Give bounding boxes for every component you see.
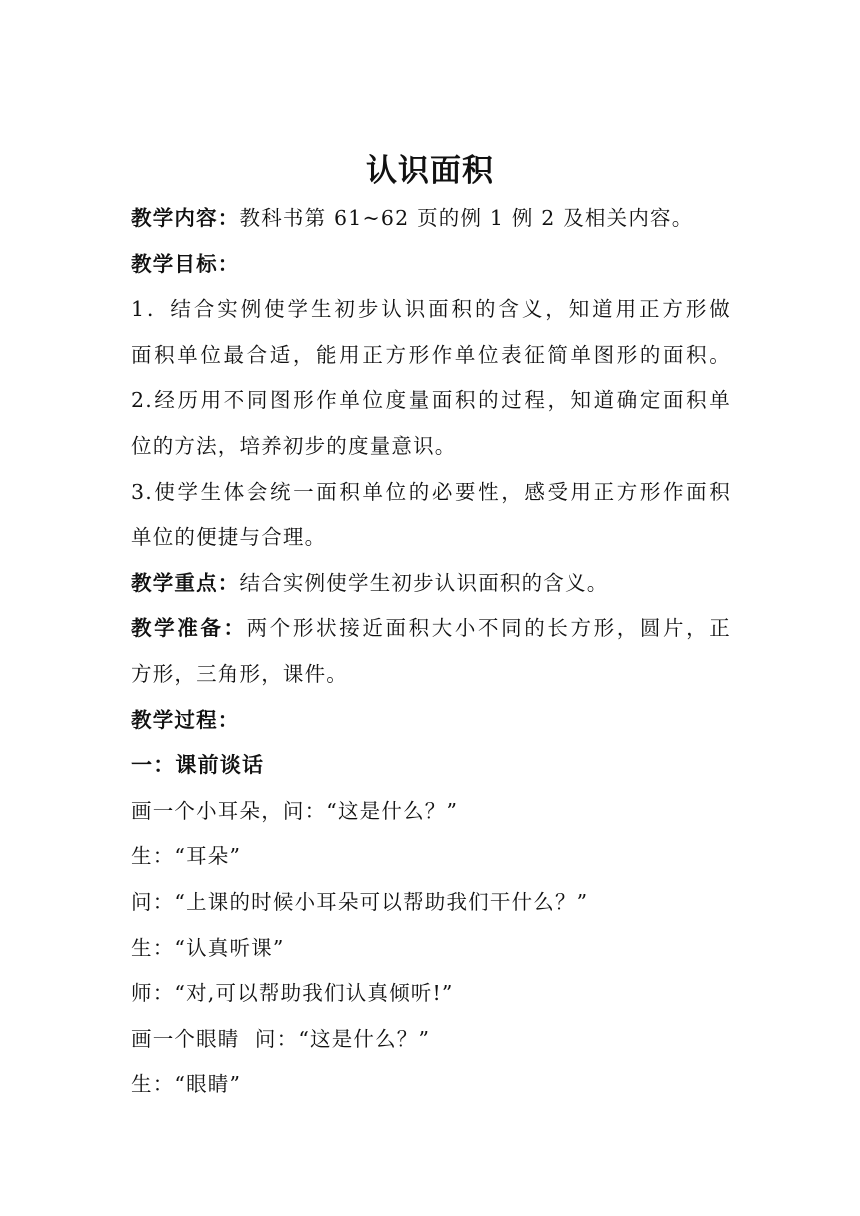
dialogue-line: 师：“对,可以帮助我们认真倾听!”: [131, 981, 454, 1006]
goal-line-5: 3.使学生体会统一面积单位的必要性，感受用正方形作面积: [131, 479, 731, 504]
process-line: [131, 698, 731, 744]
goal-line-3: 2.经历用不同图形作单位度量面积的过程，知道确定面积单: [131, 388, 731, 413]
teaching-content-text: 教科书第 61~62 页的例 1 例 2 及相关内容。: [239, 206, 694, 230]
dialogue-line: 生：“耳朵”: [131, 844, 242, 869]
key-point-line: [131, 561, 731, 607]
process-label: 教学过程：: [131, 707, 240, 732]
dialogue-line: 画一个眼睛 问：“这是什么？”: [131, 1026, 431, 1051]
key-point-text: 结合实例使学生初步认识面积的含义。: [239, 570, 609, 595]
teaching-content-line: [131, 196, 731, 242]
teaching-goals-label: 教学目标：: [131, 251, 240, 276]
section-1-heading: 一：课前谈话: [131, 753, 265, 778]
preparation-line-2: 方形，三角形，课件。: [131, 661, 348, 686]
dialogue-line: 画一个小耳朵，问：“这是什么？”: [131, 798, 459, 823]
dialogue-line: 问：“上课的时候小耳朵可以帮助我们干什么？”: [131, 889, 589, 914]
document-title: 认识面积: [366, 153, 494, 189]
teaching-goals-line: [131, 242, 731, 288]
goal-line-1: 1．结合实例使学生初步认识面积的含义，知道用正方形做: [131, 297, 731, 322]
dialogue-line: 生：“认真听课”: [131, 935, 285, 960]
preparation-text-1: 两个形状接近面积大小不同的长方形，圆片，正: [246, 616, 731, 641]
document-body: [131, 196, 731, 1108]
teaching-content-label: 教学内容：: [131, 206, 240, 230]
preparation-line-1: [131, 606, 731, 652]
goal-line-4: 位的方法，培养初步的度量意识。: [131, 433, 457, 458]
key-point-label: 教学重点：: [131, 570, 240, 595]
goal-line-6: 单位的便捷与合理。: [131, 525, 327, 550]
goal-line-2: 面积单位最合适，能用正方形作单位表征简单图形的面积。: [131, 342, 731, 367]
preparation-label: 教学准备：: [131, 616, 247, 641]
dialogue-line: 生：“眼睛”: [131, 1072, 242, 1097]
